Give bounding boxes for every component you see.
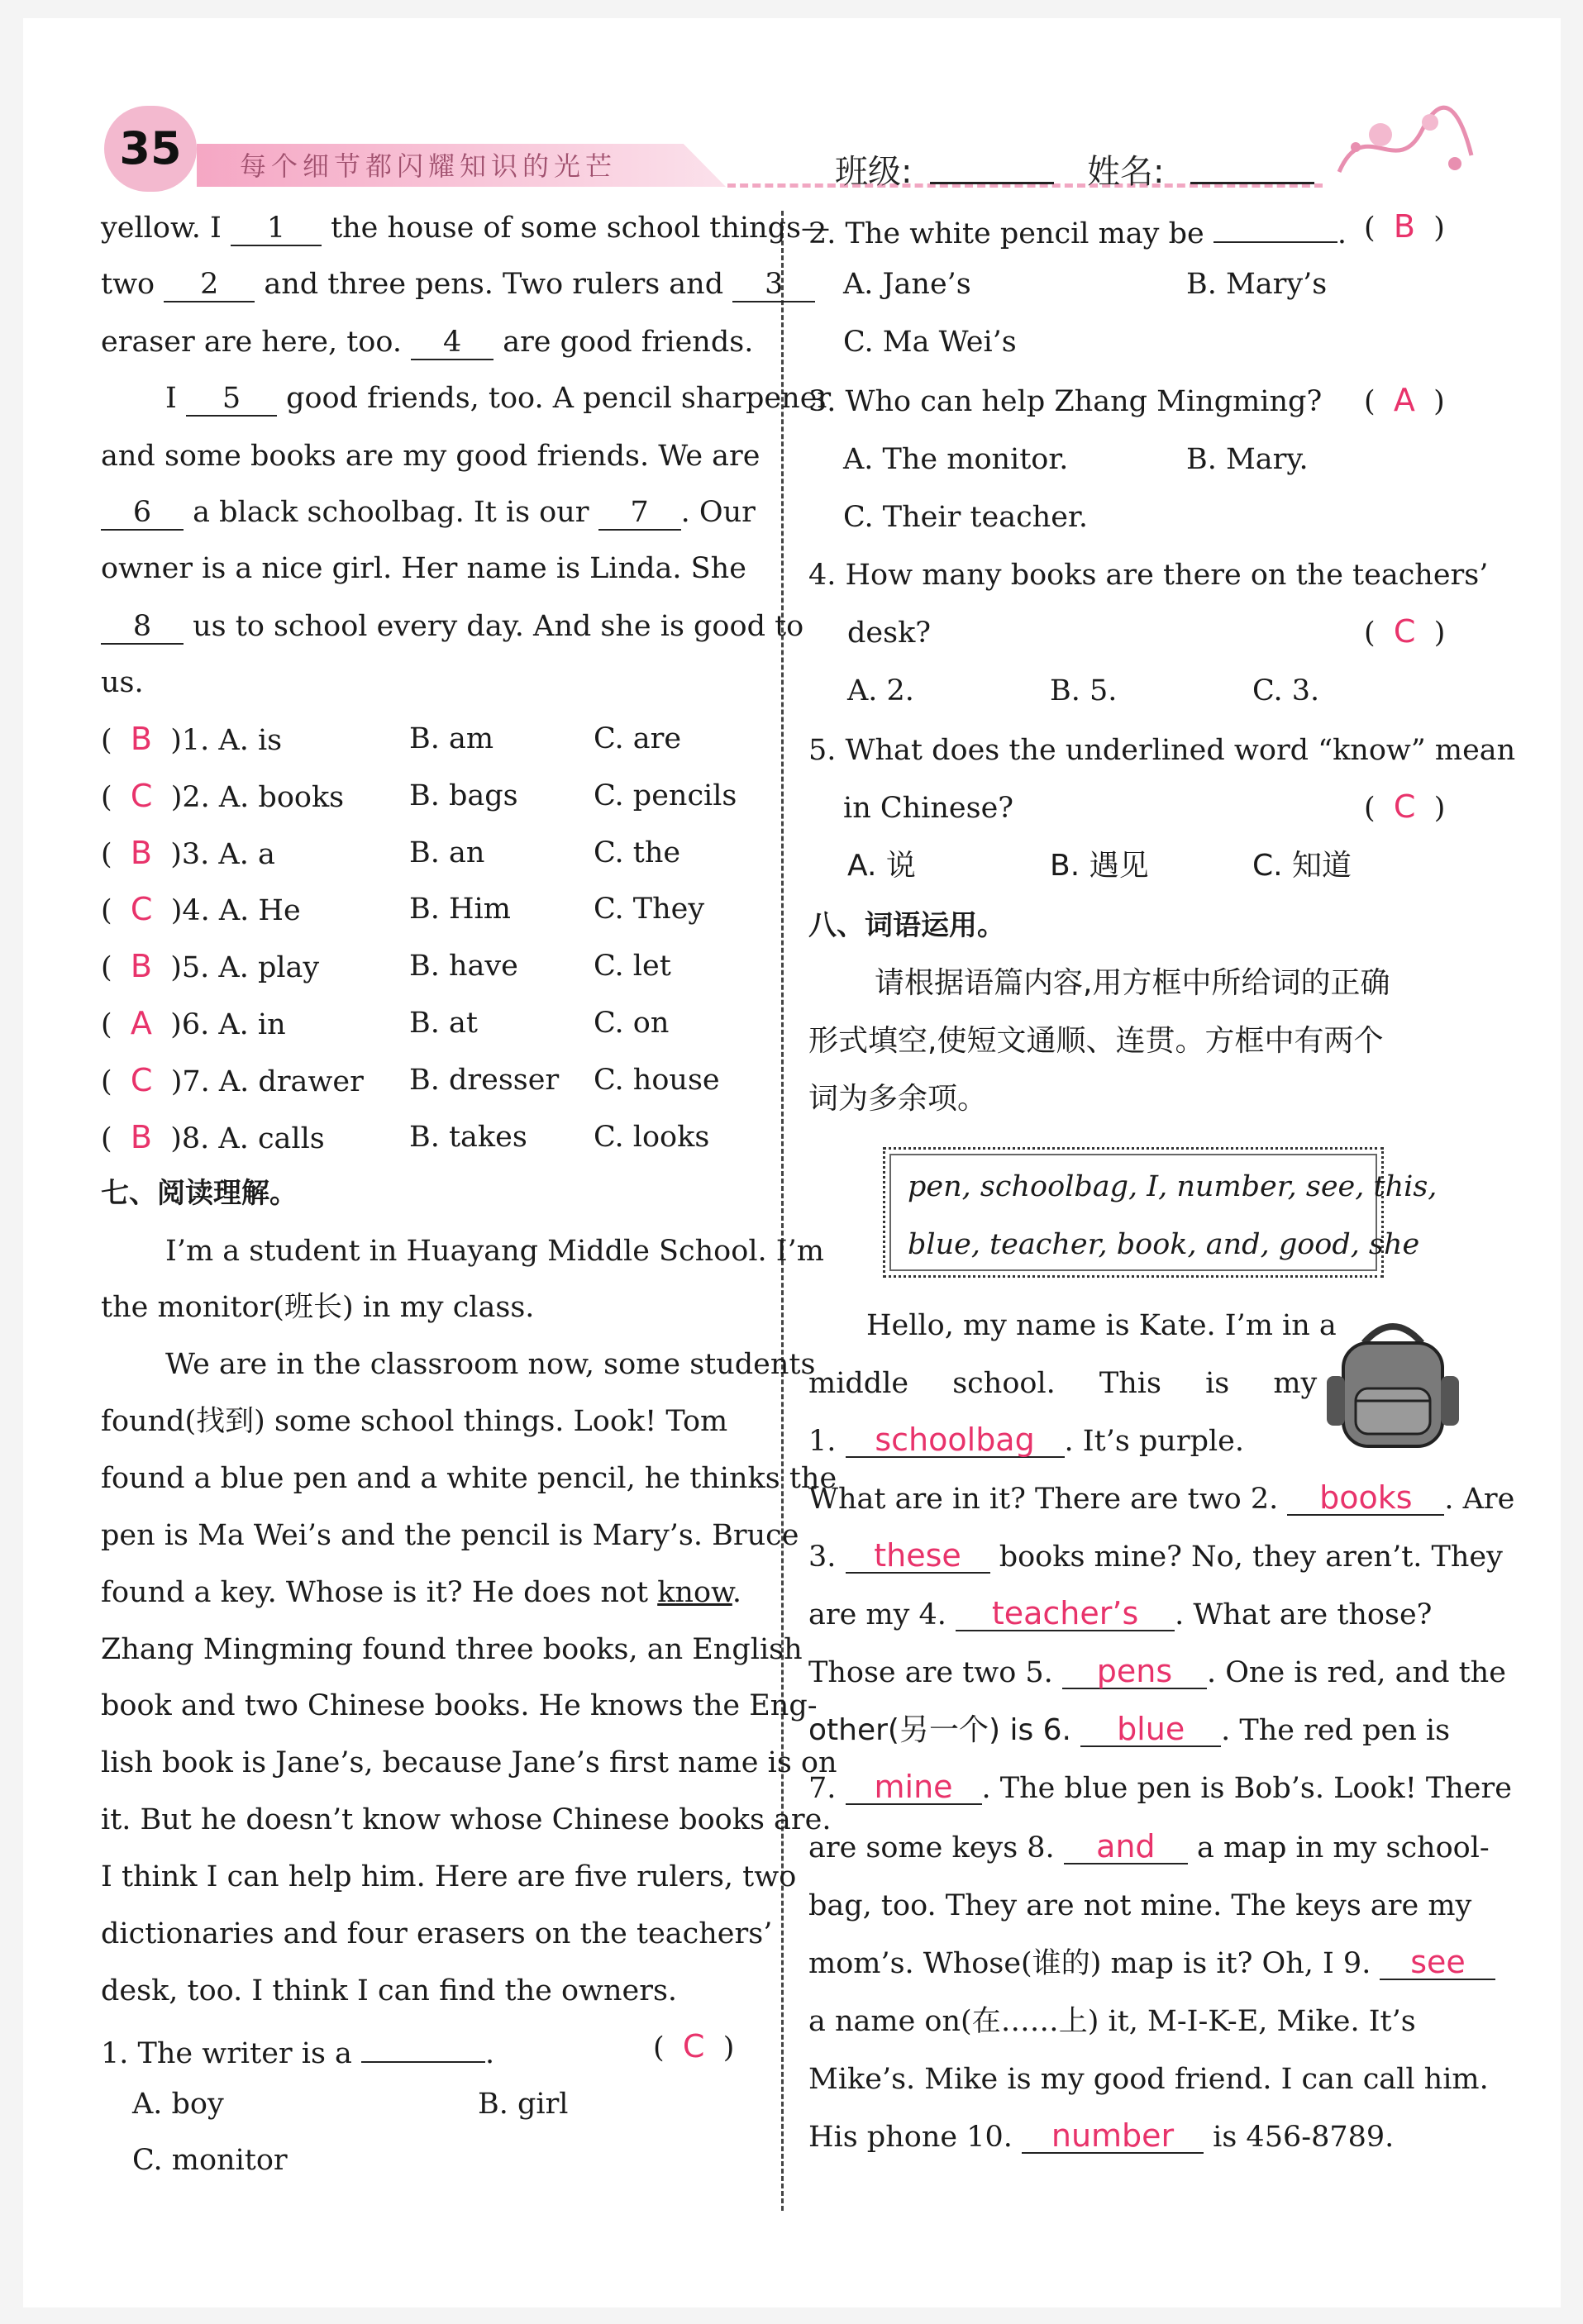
option-a: A. 说 [847,849,916,883]
mc-item: ( B )5. A. play [101,948,320,984]
mc-option-b: B. takes [409,1121,527,1154]
answer-blank: books [1287,1481,1444,1516]
flower-decoration-icon [1331,98,1480,188]
option-c: C. 知道 [1252,849,1352,883]
answer-paren: ( C ) [1364,613,1446,650]
p6-line5: and some books are my good friends. We are [101,440,761,473]
question-4-cont: desk? [847,617,932,650]
backpack-illustration-icon [1323,1310,1463,1455]
mc-option-c: C. house [594,1064,720,1097]
option-a: A. Jane’s [843,268,971,301]
text-line: His phone 10. number is 456-8789. [808,2117,1395,2154]
answer-paren: ( A ) [1364,382,1445,418]
option-b: B. Mary. [1186,443,1309,476]
p6-line3: eraser are here, too. 4 are good friends. [101,326,754,359]
answer-blank: and [1064,1830,1188,1864]
word-box-line: pen, schoolbag, I, number, see, this, [908,1170,1438,1203]
mc-option-c: C. They [594,893,705,926]
text-line: mom’s. Whose(谁的) map is it? Oh, I 9. see [808,1944,1495,1983]
text-line: 3. these books mine? No, they aren’t. They [808,1537,1503,1574]
mc-item: ( B )1. A. is [101,721,283,757]
reading-line: I’m a student in Huayang Middle School. I’m [165,1235,824,1268]
mc-option-b: B. have [409,950,518,983]
instruction-line: 词为多余项。 [808,1082,988,1116]
reading-line: the monitor(班长) in my class. [101,1291,535,1324]
reading-line: dictionaries and four erasers on the teachers’ [101,1917,773,1950]
class-label: 班级: [835,153,913,191]
reading-line: it. But he doesn’t know whose Chinese books are. [101,1803,832,1836]
mc-option-b: B. Him [409,893,511,926]
page-number: 35 [104,106,197,192]
mc-option-b: B. am [409,722,494,755]
option-a: A. 2. [847,674,914,707]
p6-line1: yellow. I 1 the house of some school things— [101,212,830,245]
answer-blank: these [846,1539,990,1574]
word-box-line: blue, teacher, book, and, good, she [908,1228,1420,1261]
mc-option-c: C. on [594,1007,670,1040]
p6-line6: 6 a black schoolbag. It is our 7 . Our [101,493,756,532]
text-line: Mike’s. Mike is my good friend. I can call him. [808,2063,1489,2096]
option-c: C. Ma Wei’s [843,326,1017,359]
reading-line: found a blue pen and a white pencil, he thinks the [101,1462,837,1495]
p6-line7: owner is a nice girl. Her name is Linda. She [101,552,746,585]
answer-blank: teacher’s [956,1597,1175,1631]
mc-option-b: B. bags [409,779,518,812]
option-b: B. 遇见 [1050,849,1149,883]
reading-line: lish book is Jane’s, because Jane’s first name is on [101,1746,837,1779]
mc-option-c: C. are [594,722,682,755]
section8-title: 八、词语运用。 [808,909,1005,942]
mc-option-b: B. dresser [409,1064,560,1097]
reading-line: We are in the classroom now, some students [165,1348,816,1381]
p6-line4: I 5 good friends, too. A pencil sharpener [165,382,832,415]
reading-line: found(找到) some school things. Look! Tom [101,1405,728,1438]
mc-item: ( C )2. A. books [101,778,345,814]
answer-paren: ( C ) [1364,788,1446,825]
answer-paren: ( C ) [653,2028,735,2064]
reading-line: book and two Chinese books. He knows the Eng- [101,1689,818,1722]
option-c: C. monitor [132,2144,288,2177]
name-label: 姓名: [1087,153,1165,191]
reading-line: Zhang Mingming found three books, an English [101,1633,803,1666]
option-b: B. Mary’s [1186,268,1328,301]
text-line: Hello, my name is Kate. I’m in a [866,1309,1337,1342]
p6-line9: us. [101,666,144,699]
text-line: are my 4. teacher’s . What are those? [808,1595,1433,1631]
option-a: A. boy [132,2088,224,2121]
text-line: 1. schoolbag . It’s purple. [808,1422,1245,1458]
option-c: C. Their teacher. [843,501,1088,534]
mc-item: ( C )4. A. He [101,891,301,927]
instruction-line: 形式填空,使短文通顺、连贯。方框中有两个 [808,1024,1384,1058]
class-field[interactable] [930,182,1054,184]
question-4: 4. How many books are there on the teachers’ [808,559,1489,592]
reading-line: pen is Ma Wei’s and the pencil is Mary’s. Bruce [101,1519,799,1552]
mc-option-c: C. let [594,950,671,983]
answer-blank: blue [1080,1712,1221,1747]
mc-option-b: B. an [409,836,485,869]
column-divider [781,211,784,2211]
p6-line2: two 2 and three pens. Two rulers and 3 [101,264,815,304]
question-1: 1. The writer is a . [101,2028,494,2074]
text-line: What are in it? There are two 2. books . Are [808,1479,1515,1516]
header-slogan: 每个细节都闪耀知识的光芒 [240,150,617,182]
option-b: B. girl [478,2088,569,2121]
mc-item: ( B )3. A. a [101,835,275,871]
text-line: a name on(在……上) it, M-I-K-E, Mike. It’s [808,2005,1416,2038]
underlined-word: know [657,1576,732,1609]
text-line: other(另一个) is 6. blue . The red pen is [808,1711,1451,1747]
reading-line: found a key. Whose is it? He does not know. [101,1576,741,1609]
question-3: 3. Who can help Zhang Mingming? [808,385,1323,418]
text-line: bag, too. They are not mine. The keys are my [808,1889,1472,1922]
text-line: are some keys 8. and a map in my school- [808,1828,1490,1864]
question-5-cont: in Chinese? [843,792,1014,825]
name-field[interactable] [1190,182,1314,184]
mc-item: ( B )8. A. calls [101,1119,325,1155]
mc-option-b: B. at [409,1007,478,1040]
answer-paren: ( B ) [1364,208,1445,245]
text-line: Those are two 5. pens . One is red, and the [808,1653,1506,1689]
reading-line: desk, too. I think I can find the owners. [101,1974,678,2007]
question-2: 2. The white pencil may be . [808,208,1347,254]
mc-option-c: C. pencils [594,779,737,812]
mc-option-c: C. looks [594,1121,710,1154]
instruction-line: 请根据语篇内容,用方框中所给词的正确 [875,966,1390,1000]
answer-blank: mine [846,1770,982,1805]
mc-item: ( A )6. A. in [101,1005,286,1041]
p6-line8: 8 us to school every day. And she is good to [101,607,803,646]
answer-blank: number [1022,2119,1204,2154]
mc-item: ( C )7. A. drawer [101,1062,364,1098]
question-5: 5. What does the underlined word “know” mean [808,734,1516,767]
answer-blank: schoolbag [846,1423,1065,1458]
mc-option-c: C. the [594,836,681,869]
section7-title: 七、阅读理解。 [101,1177,298,1210]
option-c: C. 3. [1252,674,1320,707]
answer-blank: see [1380,1945,1495,1980]
answer-blank: pens [1062,1655,1207,1689]
reading-line: I think I can help him. Here are five rulers, two [101,1860,797,1893]
option-b: B. 5. [1050,674,1118,707]
text-line: middle school. This is my [808,1367,1318,1400]
text-line: 7. mine . The blue pen is Bob’s. Look! There [808,1769,1512,1805]
option-a: A. The monitor. [843,443,1069,476]
